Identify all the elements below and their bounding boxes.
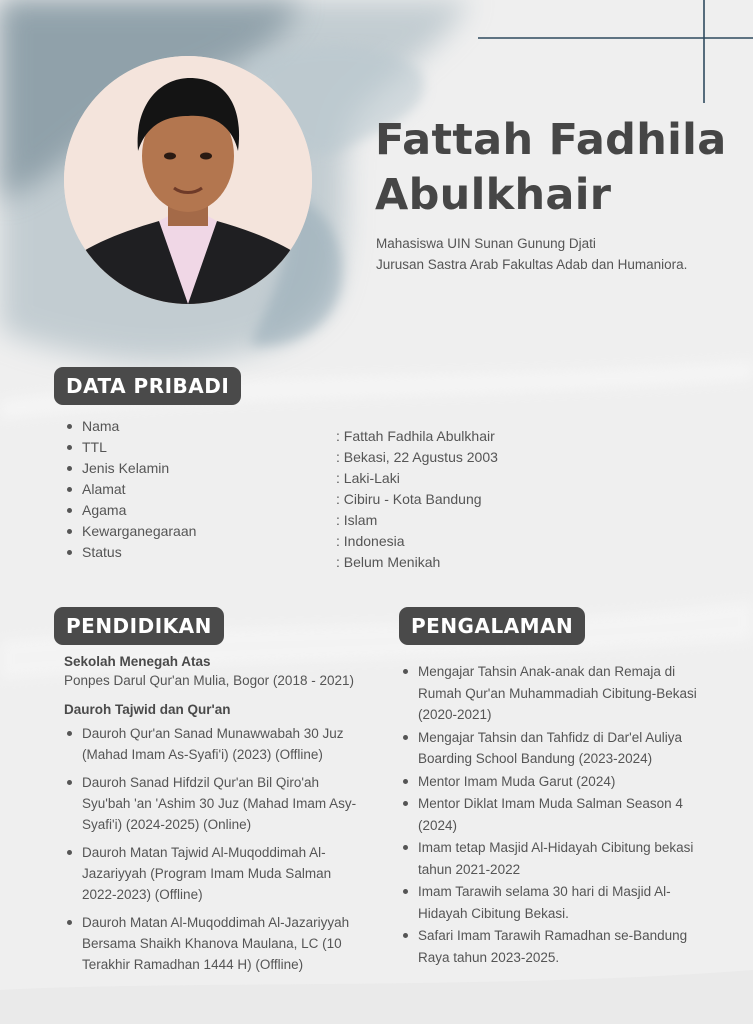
list-item [64,723,384,765]
list-item-line: (2020-2021) [418,707,492,722]
full-name [375,113,745,223]
list-item-line: Hidayah Cibitung Bekasi. [418,905,569,921]
list-item-line: Terakhir Ramadhan 1444 H) (Offline) [82,957,304,972]
personal-value: : Laki-Laki [336,470,400,486]
name-line-2: Abulkhair [375,170,612,220]
list-item-line: Mengajar Tahsin dan Tahfidz di Dar'el Auliya [418,729,682,745]
personal-labels-list [64,416,304,563]
list-item-line: Rumah Qur'an Muhammadiah Cibitung-Bekasi [418,685,697,701]
list-item [400,881,750,924]
school-title: Sekolah Menegah Atas [64,654,211,669]
experience-list [400,661,750,969]
list-item-line: tahun 2021-2022 [418,861,521,877]
school-detail: Ponpes Darul Qur'an Mulia, Bogor (2018 - 2021) [64,673,354,688]
personal-label: Alamat [64,479,304,500]
section-heading-education: PENDIDIKAN [54,607,224,645]
list-item-line: 2022-2023) (Offline) [82,887,203,902]
personal-value: : Fattah Fadhila Abulkhair [336,428,495,444]
list-item [400,837,750,880]
list-item-line: Boarding School Bandung (2023-2024) [418,751,653,766]
personal-value: : Cibiru - Kota Bandung [336,491,482,507]
list-item [64,772,384,835]
list-item-line: Bersama Shaikh Khanova Maulana, LC (10 [82,936,342,951]
list-item-line: Imam Tarawih selama 30 hari di Masjid Al- [418,884,671,899]
list-item [400,925,750,968]
list-item [64,842,384,905]
list-item-line: Syafi'i) (2024-2025) (Online) [82,817,252,832]
name-line-1: Fattah Fadhila [375,115,727,165]
courses-title: Dauroh Tajwid dan Qur'an [64,702,231,717]
list-item-line: Jazariyyah (Program Imam Muda Salman [82,866,332,881]
list-item-line: Dauroh Matan Al-Muqoddimah Al-Jazariyyah [82,915,350,930]
personal-value: : Belum Menikah [336,554,441,570]
subtitle-line-1: Mahasiswa UIN Sunan Gunung Djati [376,236,596,251]
list-item-line: Mentor Imam Muda Garut (2024) [418,773,616,789]
personal-label: TTL [64,437,304,458]
list-item-line: Dauroh Sanad Hifdzil Qur'an Bil Qiro'ah [82,775,320,790]
list-item-line: Raya tahun 2023-2025. [418,949,560,965]
education-section [64,652,384,982]
list-item-line: Imam tetap Masjid Al-Hidayah Cibitung bekasi [418,840,694,855]
list-item-line: Dauroh Qur'an Sanad Munawwabah 30 Juz [82,726,344,741]
profile-photo [64,56,312,304]
courses-list [64,723,384,975]
subtitle-line-2: Jurusan Sastra Arab Fakultas Adab dan Humaniora. [376,257,688,272]
list-item-line: Safari Imam Tarawih Ramadhan se-Bandung [418,928,688,943]
list-item [64,912,384,975]
personal-value: : Indonesia [336,533,405,549]
list-item [400,661,750,726]
personal-value: : Bekasi, 22 Agustus 2003 [336,449,498,465]
section-heading-personal: DATA PRIBADI [54,367,241,405]
list-item-line: Mengajar Tahsin Anak-anak dan Remaja di [418,664,676,679]
list-item [400,771,750,793]
list-item [400,727,750,770]
personal-values-list [336,426,726,573]
list-item-line: (Mahad Imam As-Syafi'i) (2023) (Offline) [82,747,323,762]
subtitle [376,233,746,275]
personal-label: Agama [64,500,304,521]
list-item-line: (2024) [418,817,458,833]
personal-label: Jenis Kelamin [64,458,304,479]
list-item-line: Dauroh Matan Tajwid Al-Muqoddimah Al- [82,845,326,860]
personal-label: Status [64,542,304,563]
list-item-line: Syu'bah 'an 'Ashim 30 Juz (Mahad Imam Asy- [82,796,357,811]
list-item-line: Mentor Diklat Imam Muda Salman Season 4 [418,796,683,811]
personal-label: Kewarganegaraan [64,521,304,542]
section-heading-experience: PENGALAMAN [399,607,585,645]
list-item [400,793,750,836]
personal-label: Nama [64,416,304,437]
personal-value: : Islam [336,512,378,528]
